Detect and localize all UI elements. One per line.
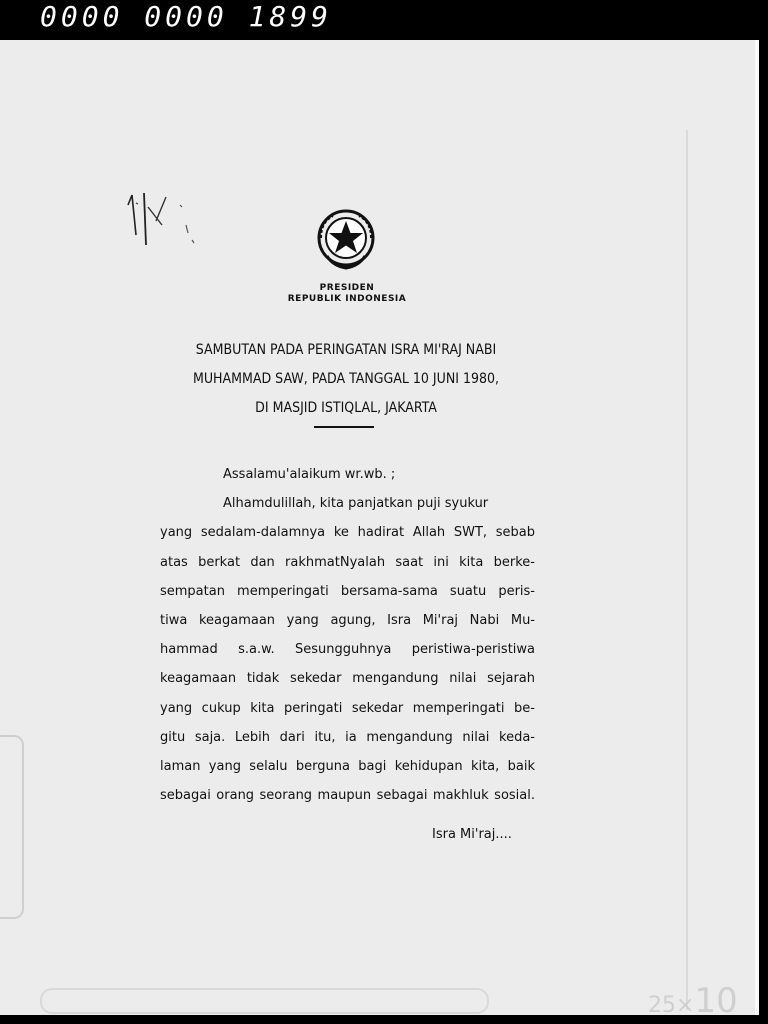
film-frame-code: 0000 0000 1899 (40, 0, 333, 33)
handwritten-initials (122, 185, 212, 260)
title-underline (314, 426, 374, 428)
body-line-9: gitu saja. Lebih dari itu, ia mengandung nilai keda- (160, 729, 535, 745)
body-line-11: sebagai orang seorang maupun sebagai makhluk sosial. (160, 788, 535, 804)
salutation: Assalamu'alaikum wr.wb. ; (223, 467, 396, 482)
catchword: Isra Mi'raj.... (432, 827, 512, 842)
frame-reduction-mark (648, 981, 738, 1021)
body-line-5: tiwa keagamaan yang agung, Isra Mi'raj Nabi Mu- (160, 613, 535, 629)
title-line-1: SAMBUTAN PADA PERINGATAN ISRA MI'RAJ NABI (195, 342, 497, 358)
document-page (0, 40, 759, 1021)
letterhead-line-republic: REPUBLIK INDONESIA (287, 294, 407, 304)
body-line-3: atas berkat dan rakhmatNyalah saat ini kita berke- (160, 554, 535, 570)
body-line-8: yang cukup kita peringati sekedar memperingati be- (160, 700, 535, 716)
letterhead-line-president: PRESIDEN (319, 283, 375, 293)
frame-reduction-ratio: 25× (648, 993, 695, 1018)
frame-reduction-number: 10 (694, 981, 738, 1021)
body-line-2: yang sedalam-dalamnya ke hadirat Allah SWT, sebab (160, 525, 535, 541)
body-line-7: keagamaan tidak sekedar mengandung nilai sejarah (160, 671, 535, 687)
speech-body (160, 460, 545, 810)
body-line-6: hammad s.a.w. Sesungguhnya peristiwa-peristiwa (160, 642, 535, 658)
title-line-2: MUHAMMAD SAW, PADA TANGGAL 10 JUNI 1980, (192, 371, 500, 387)
title-line-3: DI MASJID ISTIQLAL, JAKARTA (255, 400, 437, 416)
page-edge-mark (0, 735, 24, 919)
film-strip-header (0, 0, 768, 40)
body-line-1: Alhamdulillah, kita panjatkan puji syukur (223, 496, 489, 512)
presidential-emblem-icon (313, 208, 379, 274)
body-line-4: sempatan memperingati bersama-sama suatu peris- (160, 583, 535, 599)
letterhead-text (0, 283, 694, 305)
page-crease (686, 130, 688, 1010)
body-line-10: laman yang selalu berguna bagi kehidupan kita, baik (160, 759, 535, 775)
document-title (150, 336, 542, 423)
scanner-bar-mark (40, 988, 489, 1014)
